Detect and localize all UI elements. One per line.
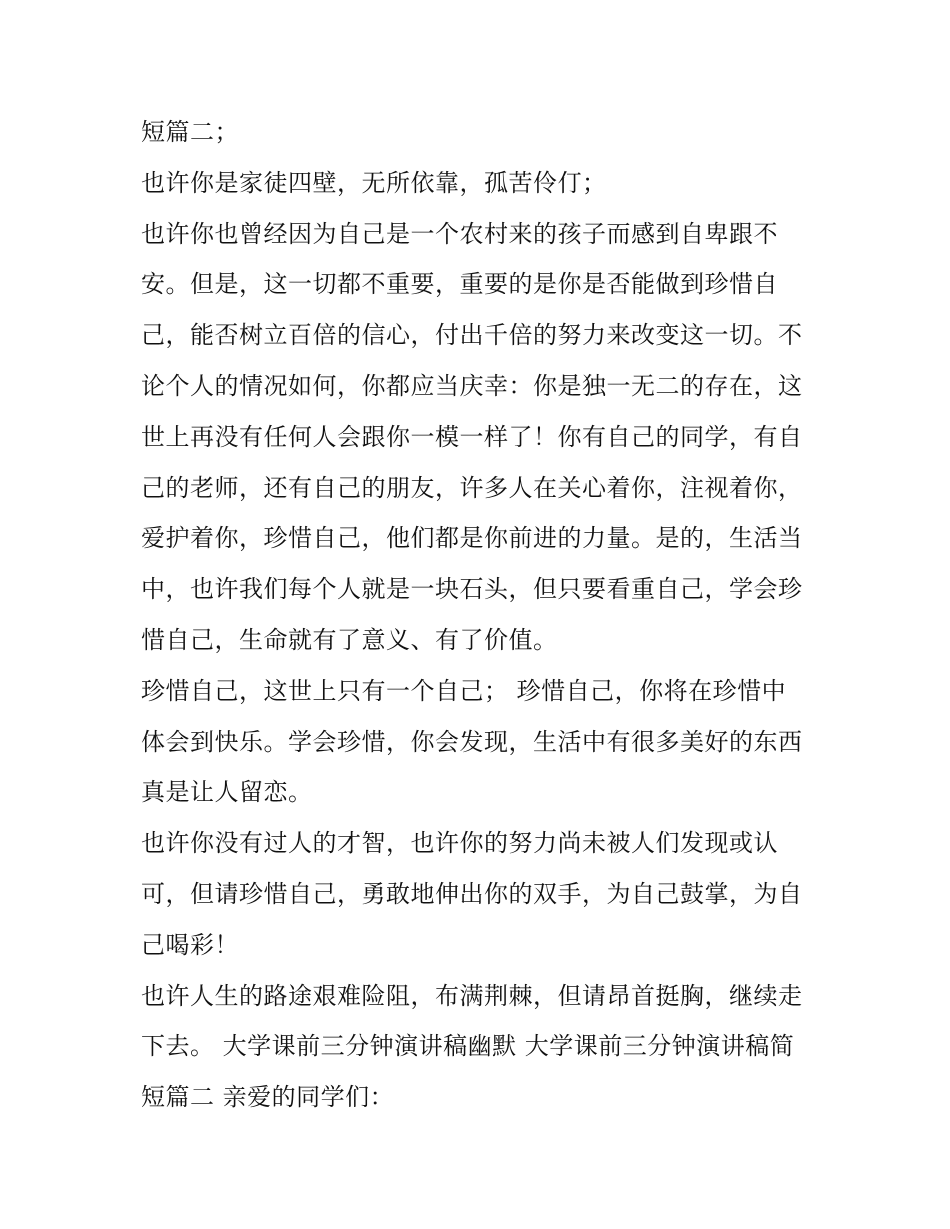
text-line: 短篇二； (141, 118, 239, 146)
document-body (141, 107, 816, 1123)
text-line: 惜自己，生命就有了意义、有了价值。 (141, 625, 558, 654)
text-line: 真是让人留恋。 (141, 778, 313, 807)
text-line: 中，也许我们每个人就是一块石头，但只要看重自己，学会珍 (141, 575, 803, 604)
text-line: 也许人生的路途艰难险阻，布满荆棘，但请昂首挺胸，继续走 (141, 981, 803, 1010)
text-line: 短篇二 亲爱的同学们： (141, 1083, 395, 1112)
text-line: 也许你是家徒四壁，无所依靠，孤苦伶仃； (141, 168, 607, 197)
text-line: 珍惜自己，这世上只有一个自己； 珍惜自己，你将在珍惜中 (141, 676, 787, 705)
text-line: 可，但请珍惜自己，勇敢地伸出你的双手，为自己鼓掌，为自 (141, 879, 803, 908)
text-line: 体会到快乐。学会珍惜，你会发现，生活中有很多美好的东西 (141, 727, 803, 756)
text-line: 下去。 大学课前三分钟演讲稿幽默 大学课前三分钟演讲稿简 (141, 1032, 795, 1061)
text-line: 己喝彩！ (141, 930, 239, 959)
text-line: 己的老师，还有自己的朋友，许多人在关心着你，注视着你， (141, 473, 803, 502)
text-line: 己，能否树立百倍的信心，付出千倍的努力来改变这一切。不 (141, 321, 803, 350)
text-line: 论个人的情况如何，你都应当庆幸：你是独一无二的存在，这 (141, 371, 803, 400)
text-line: 世上再没有任何人会跟你一模一样了！你有自己的同学，有自 (141, 422, 803, 451)
text-line: 也许你没有过人的才智，也许你的努力尚未被人们发现或认 (141, 829, 778, 858)
text-line: 爱护着你，珍惜自己，他们都是你前进的力量。是的，生活当 (141, 524, 803, 553)
text-line: 安。但是，这一切都不重要，重要的是你是否能做到珍惜自 (141, 270, 778, 299)
text-line: 也许你也曾经因为自己是一个农村来的孩子而感到自卑跟不 (141, 219, 778, 248)
